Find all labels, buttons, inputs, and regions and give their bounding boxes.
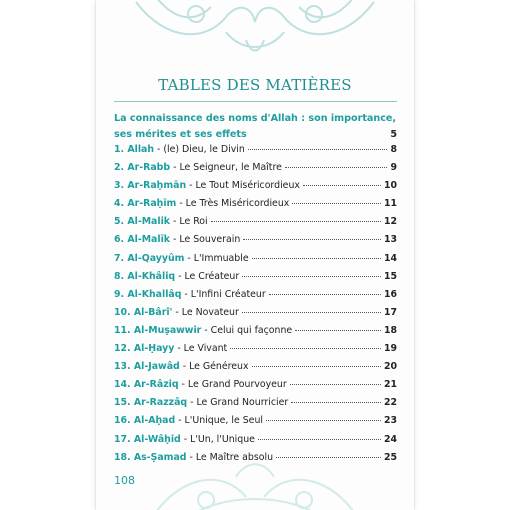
entry-page: 10 [383,180,397,192]
entry-number: 10. [114,306,134,318]
dot-leader [211,221,381,222]
entry-page: 13 [383,234,397,246]
toc-entry [114,216,397,234]
entry-name: Al-Khâliq [127,270,176,282]
entry-page: 20 [383,361,397,373]
toc-entry [114,289,397,307]
entry-name: Allah [127,144,155,155]
entry-number: 1. [114,144,128,155]
entry-description: - Le Tout Miséricordieux [186,180,300,192]
toc-entry [114,180,397,198]
toc-entry [114,253,397,271]
entry-name: Ar-Razzâq [133,397,188,409]
entry-page: 19 [383,343,397,355]
entry-name: Ar-Raḥmān [127,180,187,192]
dot-leader [242,312,381,313]
entry-name: Al-Muṣawwir [133,324,202,336]
entry-description: - Le Maître absolu [186,451,274,463]
entry-description: - Celui qui façonne [201,324,293,336]
dot-leader [303,185,381,186]
entry-page: 15 [383,270,397,282]
entry-page: 9 [390,162,397,174]
entry-name: Al-Malīk [127,234,171,246]
entry-name: Al-Jawâd [133,361,180,373]
entry-number: 5. [114,216,128,228]
dot-leader [290,384,381,385]
entry-page: 21 [383,379,397,391]
entry-page: 24 [383,433,397,445]
page-title: TABLES DES MATIÈRES [158,76,352,94]
entry-description: - Le Grand Nourricier [187,397,289,409]
book-page [96,0,414,510]
toc-list [114,144,397,470]
bottom-ornament [96,452,414,510]
entry-number: 16. [114,415,134,427]
entry-number: 7. [114,252,128,264]
entry-description: - Le Novateur [172,306,239,318]
entry-description: - (le) Dieu, le Divin [154,144,245,155]
entry-page: 8 [390,144,397,155]
page-number: 108 [114,474,135,487]
entry-page: 12 [383,216,397,228]
entry-number: 11. [114,324,134,336]
entry-number: 9. [114,288,128,300]
entry-name: Al-Khallâq [127,288,182,300]
toc-entry [114,307,397,325]
entry-description: - Le Créateur [175,270,240,282]
entry-description: - L'Un, l'Unique [180,433,255,445]
entry-number: 15. [114,397,134,409]
toc-entry [114,325,397,343]
entry-description: - Le Généreux [179,361,249,373]
entry-description: - Le Roi [170,216,208,228]
top-ornament [96,0,414,62]
entry-number: 3. [114,180,128,192]
entry-name: As-Ṣamad [133,451,187,463]
entry-page: 16 [383,288,397,300]
intro-entry [114,111,397,143]
entry-page: 25 [383,451,397,463]
dot-leader [252,258,381,259]
toc-entry [114,343,397,361]
entry-number: 4. [114,198,128,210]
entry-page: 18 [383,324,397,336]
toc-entry [114,397,397,415]
entry-name: Al-Aḥad [133,415,176,427]
entry-description: - Le Souverain [170,234,241,246]
toc-entry [114,162,397,180]
toc-entry [114,144,397,162]
toc-entry [114,379,397,397]
entry-description: - Le Seigneur, le Maître [170,162,282,174]
entry-name: Ar-Rabb [127,162,171,174]
entry-number: 17. [114,433,134,445]
dot-leader [269,294,381,295]
entry-description: - L'Infini Créateur [181,288,266,300]
entry-number: 18. [114,451,134,463]
entry-page: 11 [383,198,397,210]
entry-page: 14 [383,252,397,264]
entry-number: 2. [114,162,128,174]
toc-entry [114,415,397,433]
toc-entry [114,234,397,252]
entry-name: Al-Qayyûm [127,252,185,264]
entry-number: 12. [114,343,134,355]
entry-name: Al-Bârî' [133,306,173,318]
dot-leader [258,439,381,440]
entry-name: Al-Wâḥid [133,433,181,445]
dot-leader [230,348,381,349]
dot-leader [243,239,381,240]
intro-text: La connaissance des noms d'Allah : son importance, ses mérites et ses effets [114,113,397,140]
toc-entry [114,271,397,289]
entry-name: Ar-Râziq [133,379,179,391]
entry-number: 8. [114,270,128,282]
entry-page: 22 [383,397,397,409]
toc-entry [114,434,397,452]
dot-leader [252,366,381,367]
entry-number: 14. [114,379,134,391]
dot-leader [292,203,381,204]
entry-description: - Le Vivant [174,343,228,355]
entry-page: 17 [383,306,397,318]
toc-entry [114,198,397,216]
dot-leader [242,276,381,277]
dot-leader [285,167,388,168]
title-divider [114,101,397,102]
entry-name: Al-Malik [127,216,171,228]
entry-number: 13. [114,361,134,373]
entry-description: - Le Grand Pourvoyeur [178,379,287,391]
toc-entry [114,361,397,379]
entry-number: 6. [114,234,128,246]
dot-leader [295,330,381,331]
dot-leader [266,420,381,421]
entry-name: Ar-Raḥīm [127,198,177,210]
entry-description: - L'Immuable [184,252,249,264]
entry-description: - L'Unique, le Seul [175,415,263,427]
entry-page: 23 [383,415,397,427]
entry-description: - Le Très Miséricordieux [176,198,290,210]
dot-leader [291,402,381,403]
dot-leader [248,149,388,150]
intro-page: 5 [388,127,397,143]
entry-name: Al-Ḥayy [133,343,175,355]
